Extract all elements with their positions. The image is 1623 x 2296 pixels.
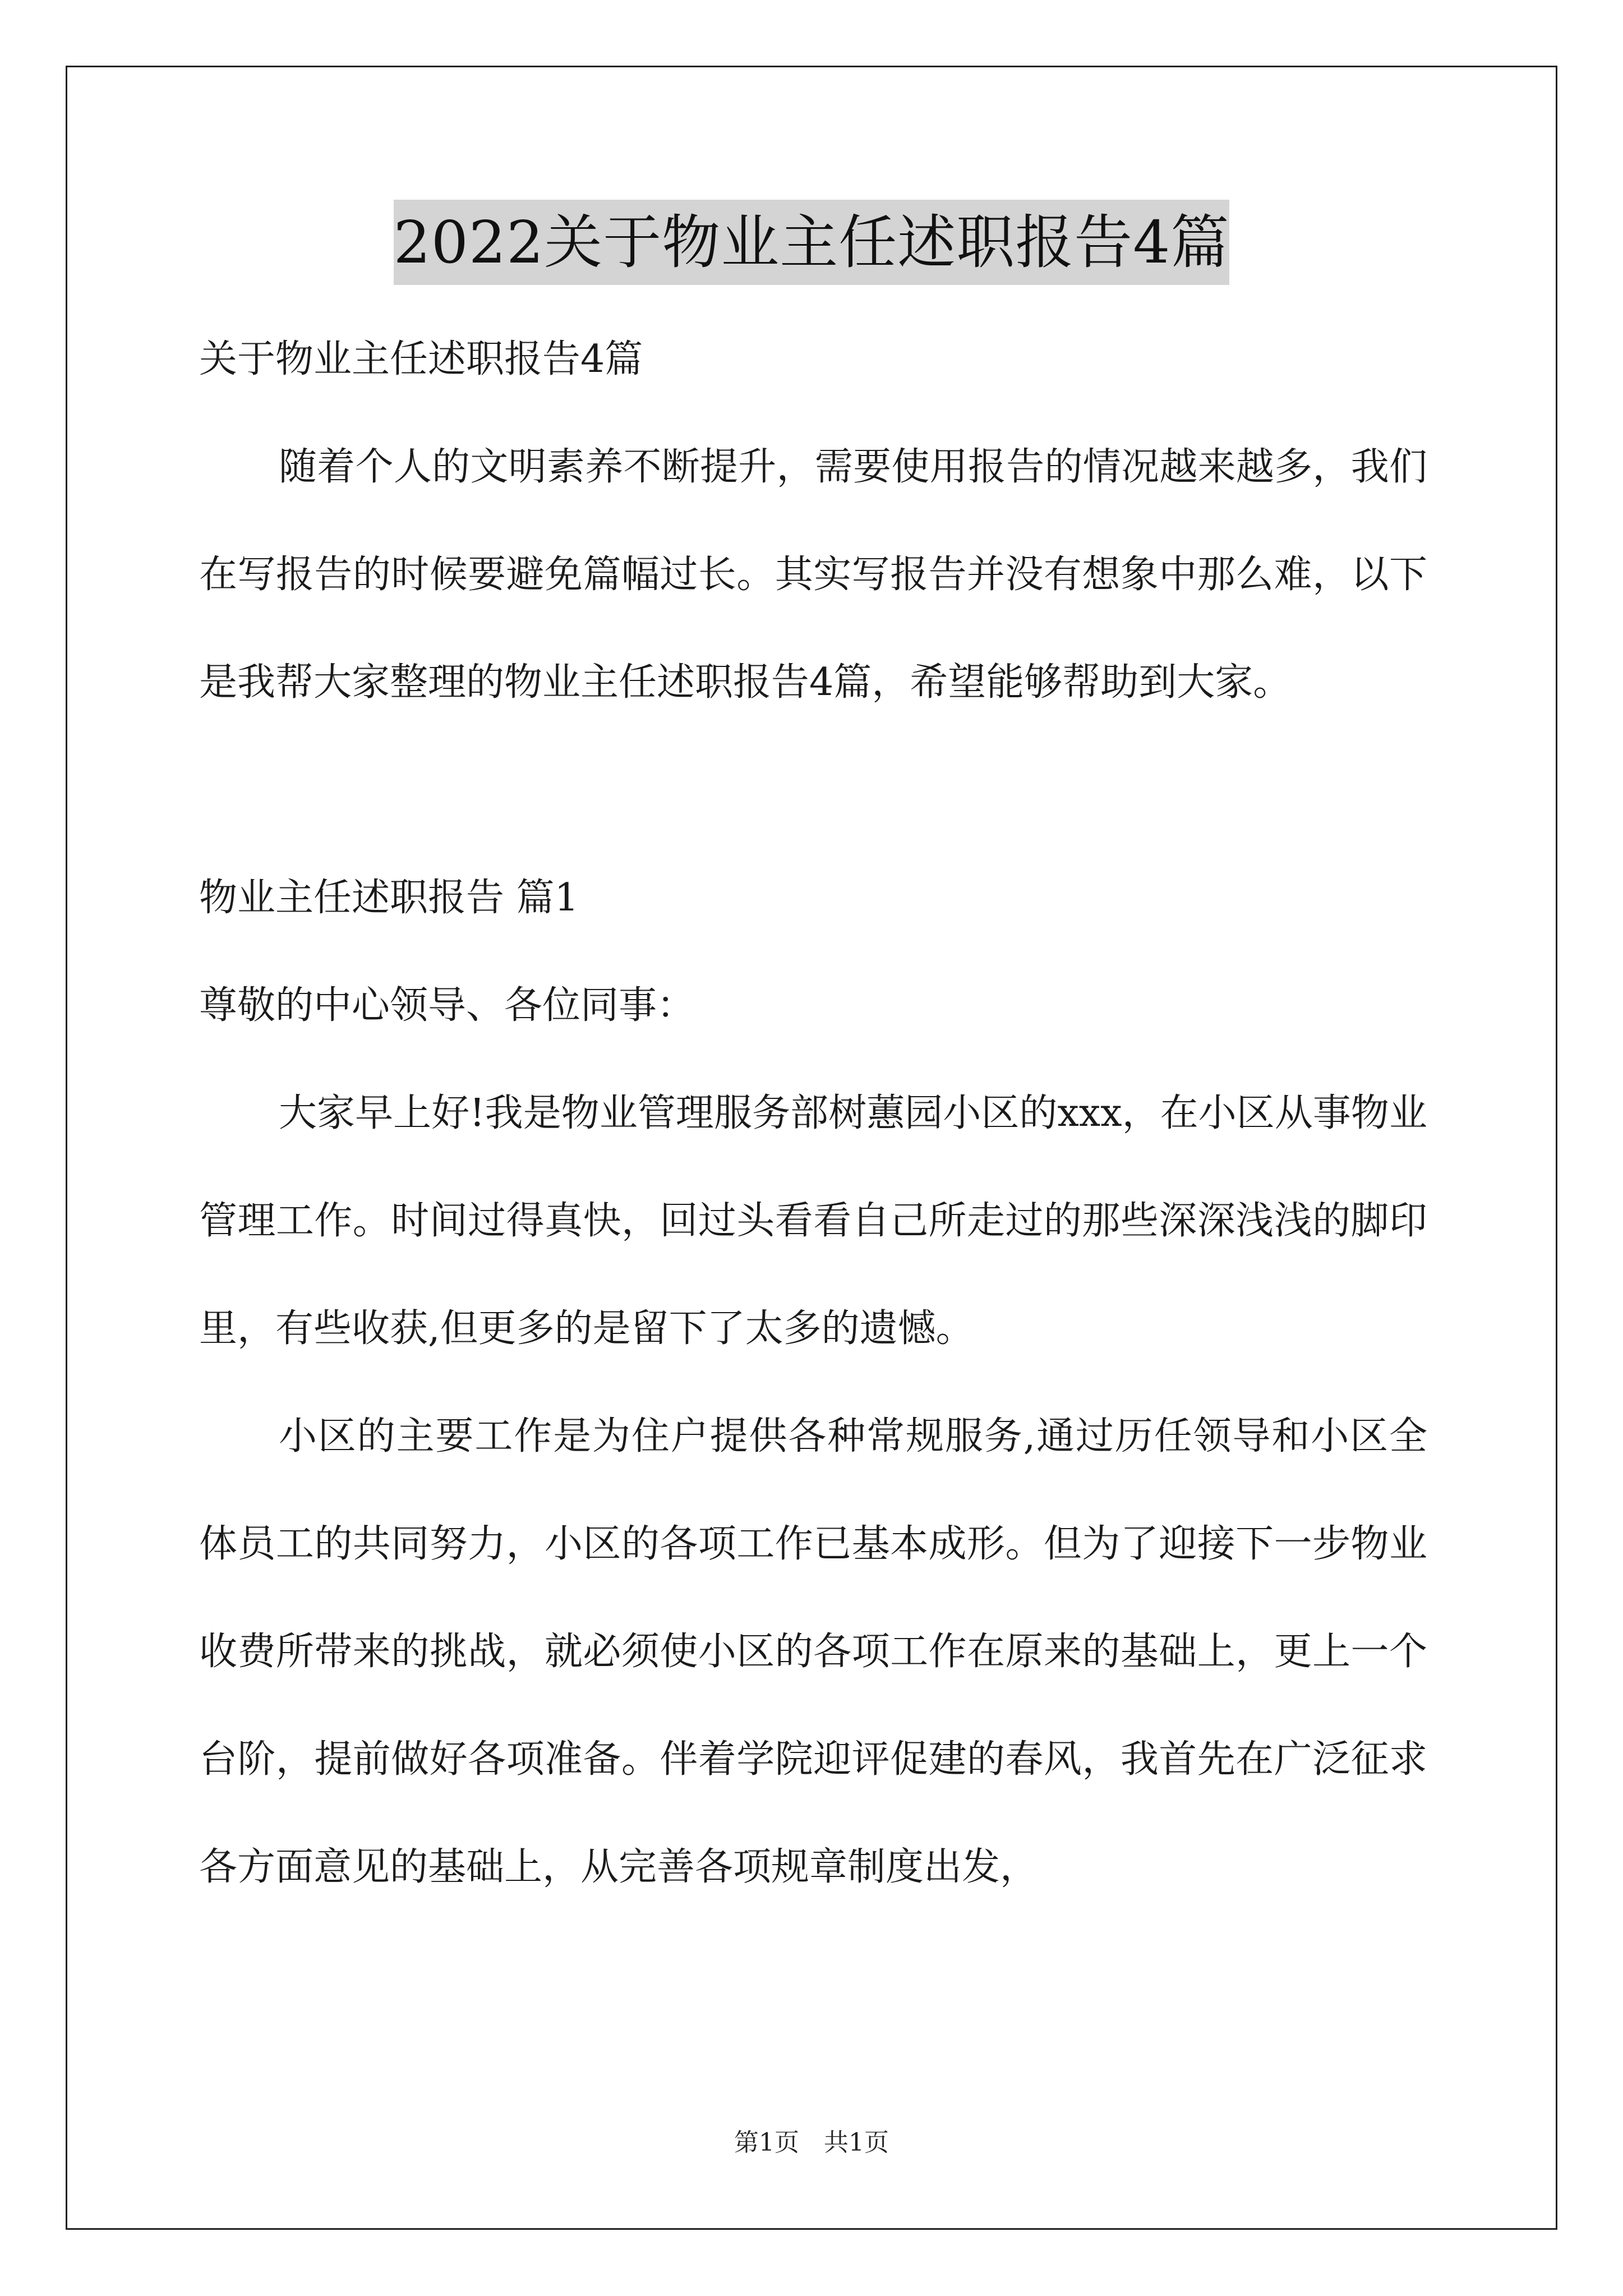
salutation: 尊敬的中心领导、各位同事： [199,983,695,1028]
title-container [0,200,1623,285]
section-heading: 物业主任述职报告 篇1 [199,876,579,920]
document-title: 2022关于物业主任述职报告4篇 [394,200,1230,285]
page-total: 共1页 [824,2128,889,2157]
page-number: 第1页 [734,2128,799,2157]
intro-paragraph: 随着个人的文明素养不断提升，需要使用报告的情况越来越多，我们在写报告的时候要避免篇幅过长。其实写报告并没有想象中那么难，以下是我帮大家整理的物业主任述职报告4篇，希望能够帮助到大家。 [199,445,1427,705]
spacer [199,737,1427,844]
document-body [199,306,1427,1921]
document-subtitle: 关于物业主任述职报告4篇 [199,337,643,381]
body-paragraph: 小区的主要工作是为住户提供各种常规服务,通过历任领导和小区全体员工的共同努力，小区的各项工作已基本成形。但为了迎接下一步物业收费所带来的挑战，就必须使小区的各项工作在原来的基础上，更上一个台阶，提前做好各项准备。伴着学院迎评促建的春风，我首先在广泛征求各方面意见的基础上，从完善各项规章制度出发， [199,1414,1427,1889]
body-paragraph: 大家早上好!我是物业管理服务部树蕙园小区的xxx，在小区从事物业管理工作。时间过得真快，回过头看看自己所走过的那些深深浅浅的脚印里，有些收获,但更多的是留下了太多的遗憾。 [199,1091,1427,1351]
page-footer [0,2126,1623,2160]
